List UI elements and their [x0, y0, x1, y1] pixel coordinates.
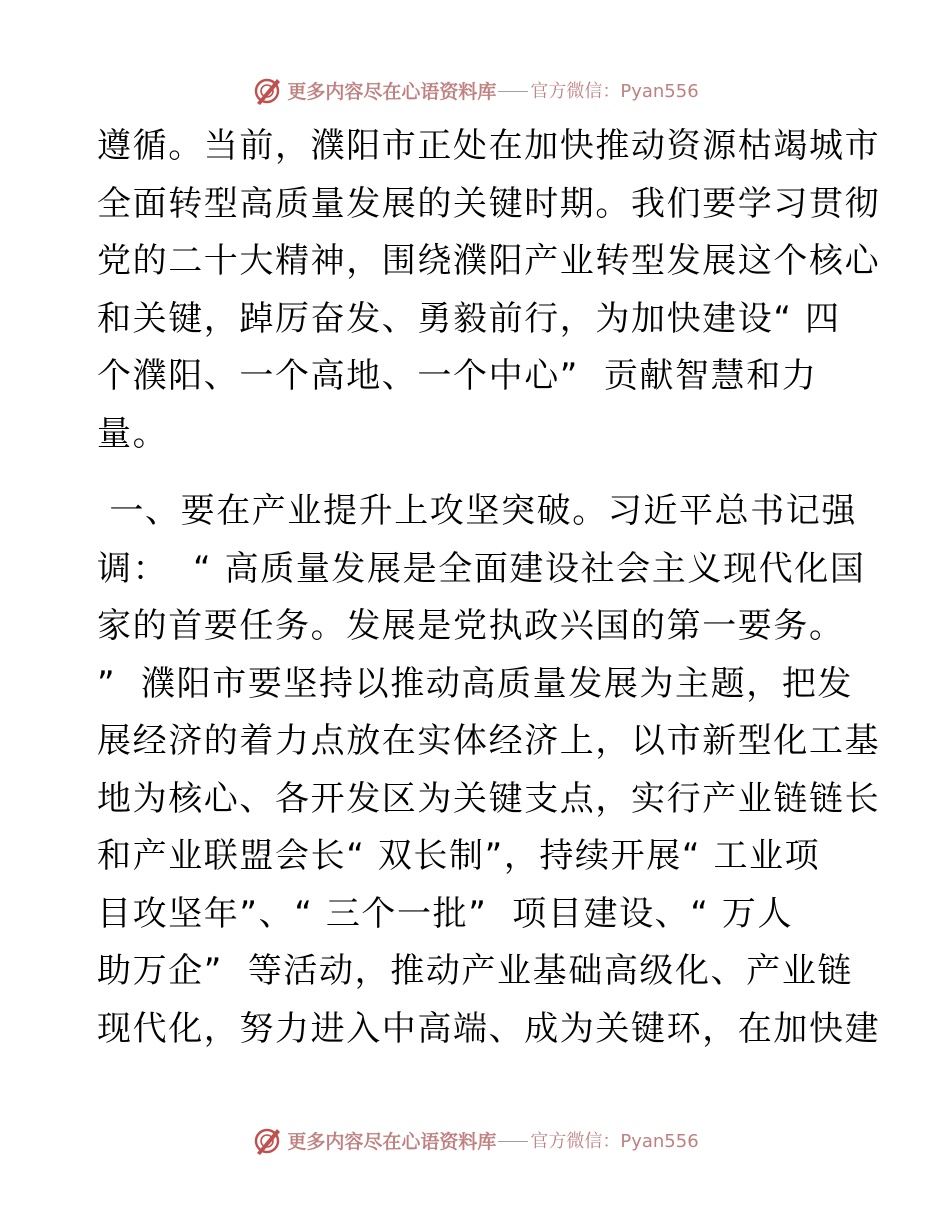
text-line: 助万企” 等活动，推动产业基础高级化、产业链	[97, 951, 854, 991]
footer-banner	[251, 1122, 698, 1158]
pen-logo-icon	[251, 74, 283, 106]
banner-contact: 官方微信：Pyan556	[530, 1131, 699, 1152]
text-line: 地为核心、各开发区为关键支点，实行产业链链长	[97, 778, 881, 819]
banner-contact: 官方微信：Pyan556	[530, 81, 699, 102]
paragraph-2	[97, 483, 881, 1058]
text-line: 目攻坚年”、“ 三个一批” 项目建设、“ 万人	[97, 893, 794, 934]
banner-dash	[498, 1141, 528, 1142]
text-line: 和关键，踔厉奋发、勇毅前行，为加快建设“ 四	[97, 298, 841, 339]
document-body	[97, 118, 881, 1058]
text-line: ” 濮阳市要坚持以推动高质量发展为主题，把发	[97, 663, 854, 704]
banner-title: 更多内容尽在心语资料库	[287, 1130, 497, 1153]
text-line: 遵循。当前，濮阳市正处在加快推动资源枯竭城市	[97, 126, 881, 166]
text-line: 全面转型高质量发展的关键时期。我们要学习贯彻	[97, 183, 881, 224]
header-banner	[251, 72, 698, 108]
banner-title: 更多内容尽在心语资料库	[287, 80, 497, 103]
text-line: 量。	[97, 413, 169, 454]
text-line: 一、要在产业提升上攻坚突破。习近平总书记强	[97, 491, 858, 531]
paragraph-1	[97, 118, 881, 463]
text-line: 个濮阳、一个高地、一个中心” 贡献智慧和力	[97, 356, 818, 396]
text-line: 展经济的着力点放在实体经济上，以市新型化工基	[97, 721, 881, 761]
banner-dash	[498, 91, 528, 92]
text-line: 和产业联盟会长“ 双长制”，持续开展“ 工业项	[97, 836, 821, 876]
text-line: 党的二十大精神，围绕濮阳产业转型发展这个核心	[97, 241, 881, 281]
text-line: 家的首要任务。发展是党执政兴国的第一要务。	[97, 606, 845, 646]
pen-logo-icon	[251, 1124, 283, 1156]
paragraph-spacer	[97, 463, 857, 483]
page-header	[0, 72, 950, 108]
text-line: 现代化，努力进入中高端、成为关键环，在加快建	[97, 1008, 881, 1049]
text-line: 调： “ 高质量发展是全面建设社会主义现代化国	[97, 548, 866, 589]
page-footer	[0, 1122, 950, 1158]
